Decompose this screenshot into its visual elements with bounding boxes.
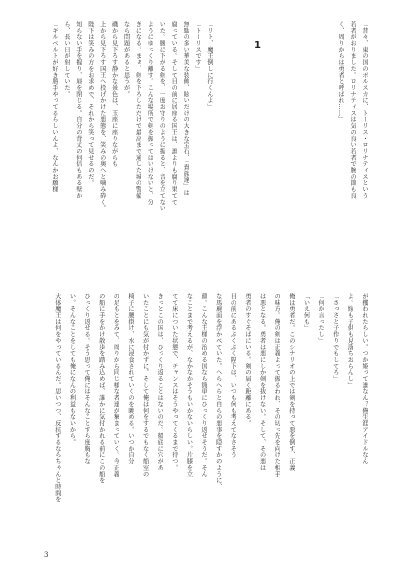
text-column: 椅子に腰掛け、水に浸食されていくのを眺める。いつか自分 bbox=[127, 293, 134, 465]
text-column: 「何か言ったし」 bbox=[317, 293, 325, 344]
text-column: 顔。こんな王様の治める国なら簡単にひっくり返せそうだ。そん bbox=[200, 293, 208, 478]
text-column: なら問題があると思うが。 bbox=[122, 21, 130, 98]
text-column bbox=[249, 21, 261, 273]
text-column: 勇者のすぐそばにいる。剣の届く距離にある。 bbox=[244, 293, 251, 427]
text-column: の船に手をかけ散歩を踏み込めば、誰かに気付かれる前にこの船を bbox=[97, 293, 105, 484]
text-column bbox=[285, 21, 297, 273]
text-column: 「リト、魔王倒しに行くんよ」 bbox=[206, 21, 214, 110]
text-column: てて床についた状態で、チャンスはそうやってくるまで待つ。 bbox=[170, 293, 178, 471]
text-column: いた。腰に下がる剣を、一度お守りのように握ると、音を立てない bbox=[158, 21, 166, 212]
text-column: 目の前にあるぶくぶく陛下は、いつも何も考えてなさそう bbox=[229, 293, 237, 459]
text-block-bottom bbox=[46, 293, 368, 543]
text-column: 陛下は笑みの方をお求めで、それから笑って見せるのだ。 bbox=[86, 21, 94, 187]
text-column: 「昔々、東の国のボルスカに、トーリス・ロリナティスという bbox=[361, 21, 368, 199]
text-column: 「さっさと子作りでもしてろ」 bbox=[331, 293, 339, 382]
text-column bbox=[237, 21, 249, 273]
text-column: 「いえ何も」 bbox=[302, 293, 310, 332]
text-column: いたことにも気が付かずに。そして俺は何をするでもなく船室の bbox=[141, 293, 149, 478]
text-column: ひっくり返せる。そう思って俺にはそんなことすら度胸もな bbox=[83, 293, 91, 465]
text-block-top bbox=[46, 21, 368, 273]
text-column: 無駄の多い華美な装飾、眩いだけの大きな宝石、「貴族達」は bbox=[182, 21, 190, 196]
text-column bbox=[320, 21, 332, 273]
text-column: よ。嫁も子供も見落ちおらんし」 bbox=[346, 293, 354, 389]
text-column bbox=[308, 21, 320, 273]
text-column: ぎになる。まぁ、剣を下ろしただけで最高まで通した城の警備 bbox=[134, 21, 142, 199]
text-column: なことまで考えるが、なかなかそうもいかないらしい。片膝を立 bbox=[185, 293, 193, 478]
text-column: の足もとをみて、周りから同じ様な者達が集まっていく。今正義 bbox=[112, 293, 120, 478]
text-column: く、周りからは勇者と呼ばれ……」 bbox=[337, 21, 345, 123]
text-column bbox=[213, 21, 225, 273]
chapter-number: 1 bbox=[254, 40, 261, 51]
text-column bbox=[296, 21, 308, 273]
text-column: は悪となる。勇者は悪にしか剣を抜けない。そして、その悪は bbox=[258, 293, 266, 471]
text-column: の味方。俺の剣は正義よって振るわれ、その切っ先を向けた相手 bbox=[273, 293, 281, 478]
text-column: ら、長い日が射していた。 bbox=[62, 21, 70, 98]
text-column: 知らない手を握り、唇を閉じる。自分の背丈の何倍もある壁か bbox=[74, 21, 82, 199]
text-column: ようにゆっくり離す。こんな場所で剣を振ってはいけないと、分 bbox=[146, 21, 154, 206]
text-column: い。そんなことをしても俺になんの利益もないから。 bbox=[68, 293, 76, 446]
text-column: 磯から見下ろす静かな景色は、玉座に座りながらも bbox=[110, 21, 118, 168]
text-column: きっとこの国は、ひっくり返ることはないのだ。船底に穴があ bbox=[156, 293, 164, 471]
text-column: な馬鹿面を浮かべていた。へらへらと自らの悪事を隠すかのように、 bbox=[214, 293, 222, 490]
text-column bbox=[261, 21, 273, 273]
text-column bbox=[273, 21, 285, 273]
text-column bbox=[225, 21, 237, 273]
text-column: 腐っている。そして目の前に居座る国王は、誰よりも腐り果てて bbox=[170, 21, 178, 206]
text-column: 俺は勇者だ。このシナリオの上では剣を持って悪を倒す、正義 bbox=[287, 293, 295, 471]
text-column: 「トーリスです」 bbox=[194, 21, 202, 72]
page-number: 3 bbox=[44, 551, 49, 559]
text-column: 「ギルベルトが好き勝手やってるらしいんよ、なんかお願様 bbox=[51, 21, 59, 193]
text-column: 大体魔王は何をやっているんだ。思いつつ、反抗するならちゃんと時間を bbox=[53, 293, 61, 503]
text-column: 上から見下ろす国王へ投げかけた悪態を、笑みの奥へと噛み砕く。 bbox=[98, 21, 106, 212]
text-column: 若者がおりました。ロリナティスは気の良い若者で腕の節も良 bbox=[349, 21, 357, 199]
text-column: が攫われたらしい。つか姫って誰なん？俺生涯アイドルなん bbox=[361, 293, 368, 465]
